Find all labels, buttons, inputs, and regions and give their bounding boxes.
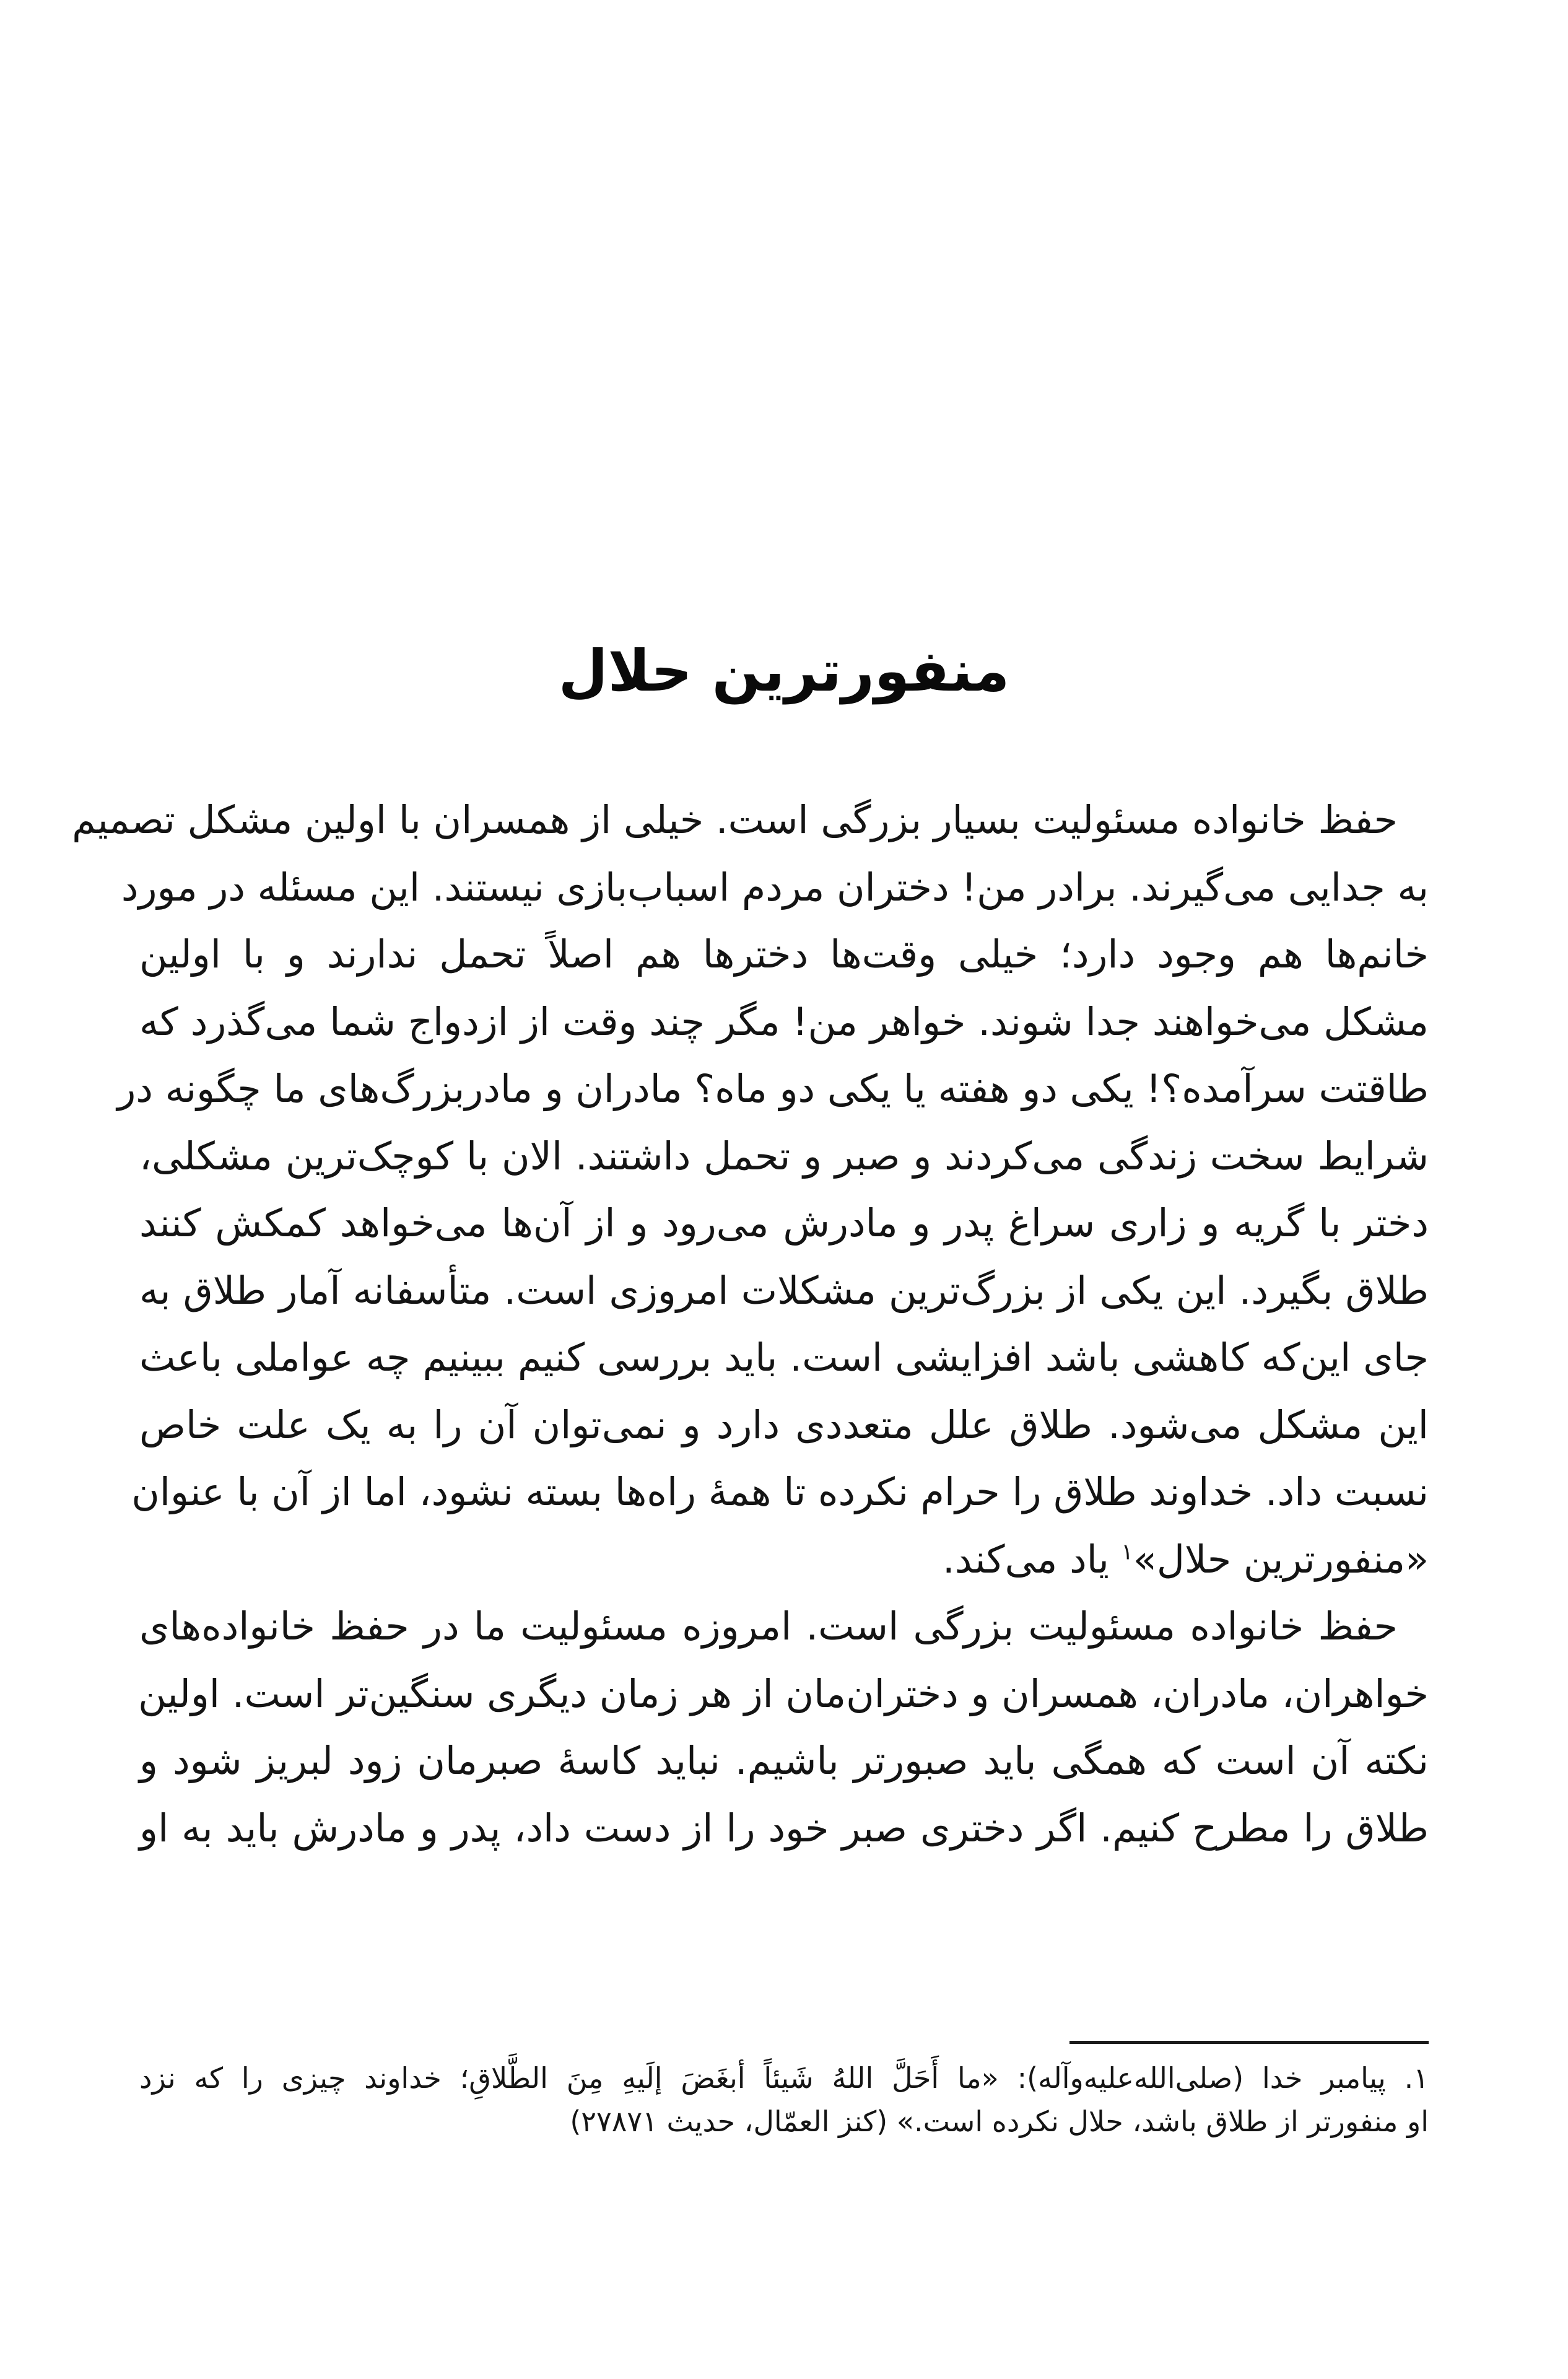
text-line: شرایط سخت زندگی می‌کردند و صبر و تحمل داشتند. الان با کوچک‌ترین مشکلی، xyxy=(139,1133,1429,1179)
text-line: طلاق بگیرد. این یکی از بزرگ‌ترین مشکلات امروزی است. متأسفانه آمار طلاق به xyxy=(139,1267,1429,1313)
footnote-divider xyxy=(1069,2041,1429,2044)
text-line: مشکل می‌خواهند جدا شوند. خواهر من! مگر چند وقت از ازدواج شما می‌گذرد که xyxy=(139,998,1429,1044)
text-line-last xyxy=(139,1526,1429,1594)
footnote-line: او منفورتر از طلاق باشد، حلال نکرده است.» (کنز العمّال، حدیث ۲۷۸۷۱) xyxy=(570,2105,1429,2138)
text-line: این مشکل می‌شود. طلاق علل متعددی دارد و نمی‌توان آن را به یک علت خاص xyxy=(139,1402,1429,1447)
footnote-line: ۱. پیامبر خدا (صلی‌الله‌علیه‌وآله): «ما أَحَلَّ اللهُ شَیئاً أبغَضَ إلَیهِ مِنَ الطَّلاقِ؛ خداوند چیزی را که نزد xyxy=(139,2061,1429,2095)
text-line: دختر با گریه و زاری سراغ پدر و مادرش می‌رود و از آن‌ها می‌خواهد کمکش کنند xyxy=(139,1200,1429,1246)
text-line: خانم‌ها هم وجود دارد؛ خیلی وقت‌ها دخترها هم اصلاً تحمل ندارند و با اولین xyxy=(139,932,1429,977)
footnote-reference[interactable]: ۱ xyxy=(1121,1539,1133,1565)
text-fragment: یاد می‌کند. xyxy=(943,1536,1122,1582)
text-line: نکته آن است که همگی باید صبورتر باشیم. نباید کاسهٔ صبرمان زود لبریز شود و xyxy=(139,1738,1429,1783)
text-line: طلاق را مطرح کنیم. اگر دختری صبر خود را از دست داد، پدر و مادرش باید به او xyxy=(139,1805,1429,1851)
text-line: خواهران، مادران، همسران و دختران‌مان از هر زمان دیگری سنگین‌تر است. اولین xyxy=(138,1670,1429,1716)
text-line: به جدایی می‌گیرند. برادر من! دختران مردم اسباب‌بازی نیستند. این مسئله در مورد xyxy=(121,864,1429,910)
chapter-title: منفورترین حلال xyxy=(558,638,1010,704)
body-text xyxy=(72,787,1429,1862)
text-line: حفظ خانواده مسئولیت بسیار بزرگی است. خیلی از همسران با اولین مشکل تصمیم xyxy=(72,797,1398,842)
text-line: طاقتت سرآمده؟! یکی دو هفته یا یکی دو ماه؟ مادران و مادربزرگ‌های ما چگونه در xyxy=(117,1066,1429,1111)
text-line: نسبت داد. خداوند طلاق را حرام نکرده تا همهٔ راه‌ها بسته نشود، اما از آن با عنوان xyxy=(131,1469,1429,1514)
text-line: حفظ خانواده مسئولیت بزرگی است. امروزه مسئولیت ما در حفظ خانواده‌های xyxy=(139,1604,1398,1649)
footnote xyxy=(139,2056,1429,2143)
quoted-phrase: «منفورترین حلال» xyxy=(1133,1536,1429,1582)
text-line: جای این‌که کاهشی باشد افزایشی است. باید بررسی کنیم ببینیم چه عواملی باعث xyxy=(139,1335,1429,1380)
